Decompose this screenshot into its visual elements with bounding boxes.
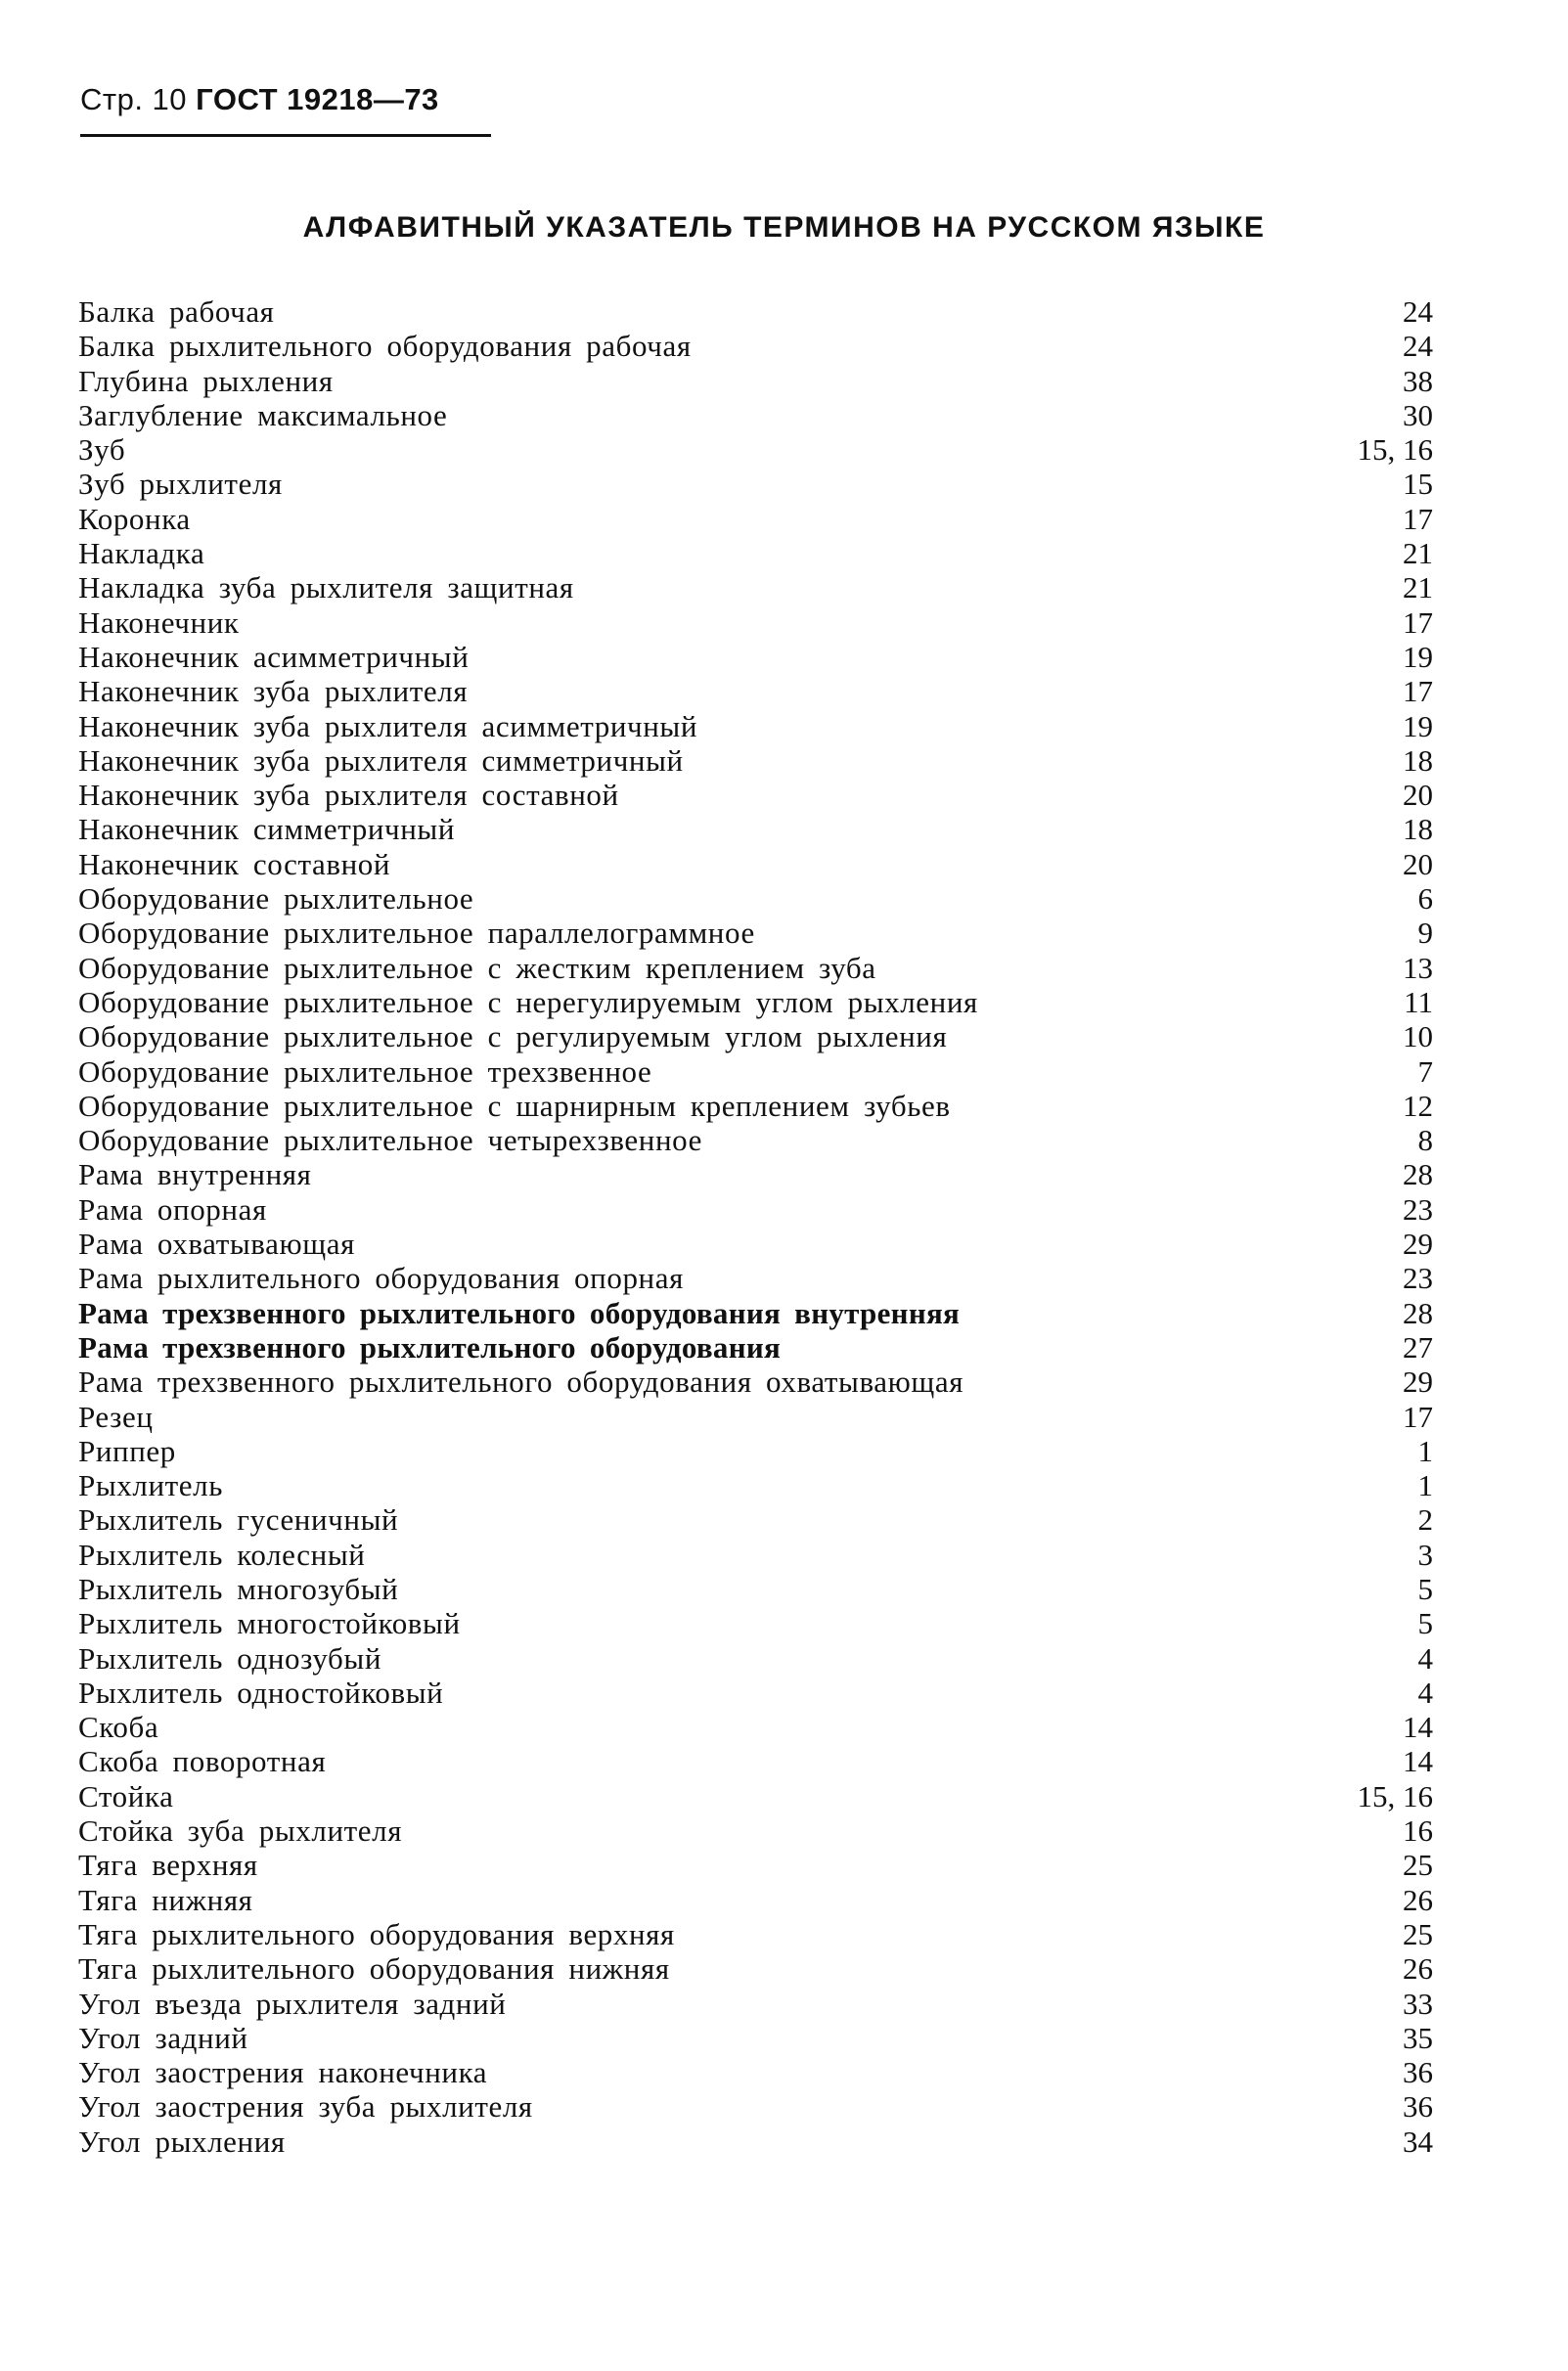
index-reference: 14 [1403,1744,1433,1779]
index-term: Рама рыхлительного оборудования опорная [78,1261,684,1296]
index-reference: 29 [1403,1364,1433,1400]
index-term: Наконечник асимметричный [78,639,470,674]
index-term: Зуб рыхлителя [78,467,283,502]
index-entry [78,1538,1433,1572]
index-entry [78,502,1433,536]
page-number: Стр. 10 [80,82,188,116]
index-reference: 17 [1403,674,1433,709]
index-reference: 26 [1403,1882,1433,1917]
index-reference: 25 [1403,1848,1433,1883]
index-entry [78,1710,1433,1744]
index-reference: 27 [1403,1329,1433,1364]
index-entry [78,1641,1433,1676]
index-reference: 21 [1403,570,1433,605]
index-entry [78,570,1433,604]
index-term: Наконечник составной [78,846,391,881]
index-entry [78,1227,1433,1261]
header-rule [80,134,491,137]
index-term: Накладка [78,536,205,571]
index-entry [78,847,1433,881]
index-entry [78,709,1433,743]
index-term: Наконечник зуба рыхлителя составной [78,778,619,813]
index-term: Оборудование рыхлительное с регулируемым углом рыхления [78,1019,948,1054]
index-reference: 29 [1403,1227,1433,1262]
index-entry [78,1192,1433,1227]
index-reference: 34 [1403,2124,1433,2159]
index-reference: 33 [1403,1986,1433,2021]
index-term: Наконечник зуба рыхлителя асимметричный [78,708,698,743]
index-reference: 17 [1403,1399,1433,1434]
index-term: Угол заострения зуба рыхлителя [78,2089,533,2125]
index-reference: 7 [1417,1053,1433,1089]
index-term: Балка рыхлительного оборудования рабочая [78,329,692,364]
index-term: Угол рыхления [78,2124,286,2159]
index-entry [78,1813,1433,1848]
index-reference: 19 [1403,639,1433,674]
index-entry [78,1296,1433,1330]
index-term: Стойка зуба рыхлителя [78,1813,403,1849]
index-term: Оборудование рыхлительное с шарнирным креплением зубьев [78,1088,951,1123]
index-reference: 6 [1417,881,1433,917]
index-entry [78,778,1433,812]
index-entry [78,1400,1433,1434]
index-entry [78,743,1433,778]
index-reference: 24 [1403,294,1433,329]
index-entry [78,2055,1433,2089]
index-reference: 28 [1403,1157,1433,1192]
index-term: Оборудование рыхлительное четырехзвенное [78,1123,702,1158]
index-entry [78,467,1433,501]
index-reference: 23 [1403,1191,1433,1227]
index-reference: 25 [1403,1916,1433,1951]
index-term: Рама трехзвенного рыхлительного оборудования [78,1329,782,1364]
index-reference: 28 [1403,1295,1433,1330]
index-term: Наконечник зуба рыхлителя [78,674,469,709]
index-entry [78,536,1433,570]
index-entry [78,916,1433,950]
index-entry [78,432,1433,467]
index-entry [78,1987,1433,2021]
index-term: Оборудование рыхлительное [78,881,474,917]
index-reference: 23 [1403,1261,1433,1296]
index-reference: 17 [1403,501,1433,536]
index-entry [78,1019,1433,1053]
index-term: Рама трехзвенного рыхлительного оборудования внутренняя [78,1295,961,1330]
index-term: Глубина рыхления [78,363,334,398]
index-reference: 4 [1417,1640,1433,1676]
index-entry [78,1606,1433,1640]
index-reference: 8 [1417,1123,1433,1158]
index-entry [78,1123,1433,1157]
index-term: Рыхлитель колесный [78,1537,366,1572]
index-reference: 20 [1403,846,1433,881]
index-term: Стойка [78,1778,174,1813]
index-entry [78,640,1433,674]
index-entry [78,951,1433,985]
index-term: Оборудование рыхлительное параллелограммное [78,916,755,951]
index-reference: 5 [1417,1571,1433,1606]
index-term: Рыхлитель многозубый [78,1571,399,1606]
index-reference: 5 [1417,1606,1433,1641]
index-entry [78,1676,1433,1710]
index-term: Риппер [78,1433,176,1468]
index-term: Скоба [78,1710,159,1745]
index-entry [78,1744,1433,1778]
index-term: Резец [78,1399,154,1434]
index-entry [78,364,1433,398]
index-reference: 18 [1403,812,1433,847]
index-entry [78,674,1433,708]
index-entry [78,1951,1433,1986]
index-term: Наконечник [78,604,240,640]
index-entry [78,294,1433,329]
index-entry [78,1848,1433,1882]
index-title: АЛФАВИТНЫЙ УКАЗАТЕЛЬ ТЕРМИНОВ НА РУССКОМ ЯЗЫКЕ [302,211,1266,244]
index-reference: 26 [1403,1951,1433,1987]
standard-number: ГОСТ 19218—73 [196,82,439,116]
index-reference: 15 [1403,467,1433,502]
index-reference: 36 [1403,2055,1433,2090]
index-term: Рыхлитель одностойковый [78,1675,444,1710]
index-term: Коронка [78,501,191,536]
index-term: Угол въезда рыхлителя задний [78,1986,507,2021]
index-reference: 36 [1403,2089,1433,2125]
index-reference: 12 [1403,1088,1433,1123]
index-entry [78,1917,1433,1951]
index-reference: 17 [1403,604,1433,640]
index-term: Рама трехзвенного рыхлительного оборудования охватывающая [78,1364,964,1400]
index-reference: 18 [1403,742,1433,778]
index-term: Рама охватывающая [78,1227,355,1262]
index-entry [78,1502,1433,1537]
index-term: Тяга нижняя [78,1882,253,1917]
index-entry [78,812,1433,846]
index-reference: 3 [1417,1537,1433,1572]
index-term: Угол заострения наконечника [78,2055,488,2090]
index-reference: 30 [1403,397,1433,432]
index-term: Угол задний [78,2020,248,2055]
index-term: Рыхлитель [78,1468,223,1503]
index-entry [78,1434,1433,1468]
page-header [80,82,439,117]
index-term: Зуб [78,432,126,468]
index-term: Рама опорная [78,1191,267,1227]
index-term: Рыхлитель многостойковый [78,1606,461,1641]
index-reference: 15, 16 [1357,432,1433,468]
index-term: Рыхлитель гусеничный [78,1502,399,1538]
index-term: Оборудование рыхлительное с жестким креплением зуба [78,950,876,985]
index-term: Наконечник симметричный [78,812,456,847]
index-term: Рыхлитель однозубый [78,1640,382,1676]
index-entry [78,1364,1433,1399]
index-entry [78,329,1433,363]
index-reference: 20 [1403,778,1433,813]
index-entry [78,1468,1433,1502]
index-reference: 4 [1417,1675,1433,1710]
index-reference: 19 [1403,708,1433,743]
index-reference: 9 [1417,916,1433,951]
index-reference: 2 [1417,1502,1433,1538]
index-entry [78,2021,1433,2055]
index-term: Скоба поворотная [78,1744,327,1779]
index-entry [78,1572,1433,1606]
index-reference: 24 [1403,329,1433,364]
index-entry [78,1089,1433,1123]
index-term: Оборудование рыхлительное трехзвенное [78,1053,652,1089]
index-term: Балка рабочая [78,294,275,329]
index-reference: 10 [1403,1019,1433,1054]
index-reference: 13 [1403,950,1433,985]
index-term: Накладка зуба рыхлителя защитная [78,570,574,605]
term-index-list [78,294,1433,2159]
index-entry [78,1883,1433,1917]
index-entry [78,605,1433,640]
index-reference: 35 [1403,2020,1433,2055]
index-term: Наконечник зуба рыхлителя симметричный [78,742,684,778]
index-entry [78,2089,1433,2124]
index-reference: 1 [1417,1433,1433,1468]
index-entry [78,2125,1433,2159]
index-reference: 11 [1404,984,1433,1019]
index-term: Оборудование рыхлительное с нерегулируемым углом рыхления [78,984,978,1019]
index-reference: 21 [1403,536,1433,571]
index-entry [78,1779,1433,1813]
index-entry [78,985,1433,1019]
index-entry [78,1054,1433,1089]
index-reference: 38 [1403,363,1433,398]
index-entry [78,1330,1433,1364]
index-entry [78,398,1433,432]
index-term: Заглубление максимальное [78,397,448,432]
index-term: Тяга верхняя [78,1848,258,1883]
index-entry [78,1261,1433,1295]
index-reference: 16 [1403,1813,1433,1849]
index-term: Рама внутренняя [78,1157,312,1192]
index-entry [78,881,1433,916]
index-reference: 1 [1417,1468,1433,1503]
index-reference: 14 [1403,1710,1433,1745]
index-term: Тяга рыхлительного оборудования верхняя [78,1916,675,1951]
index-reference: 15, 16 [1357,1778,1433,1813]
index-term: Тяга рыхлительного оборудования нижняя [78,1951,670,1987]
index-entry [78,1157,1433,1191]
